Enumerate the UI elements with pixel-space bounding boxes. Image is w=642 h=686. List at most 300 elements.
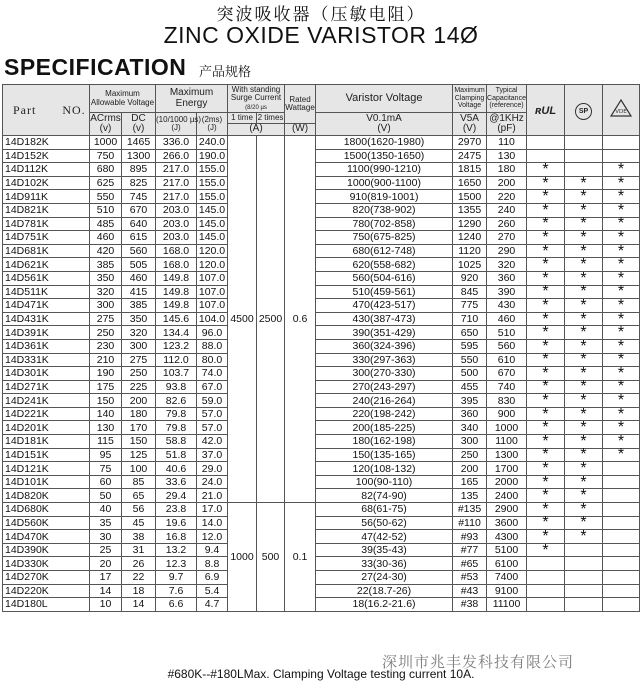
- dc-cell: 250: [122, 367, 156, 381]
- varistor-voltage-cell: 220(198-242): [316, 407, 453, 421]
- specification-heading: SPECIFICATION: [4, 54, 187, 80]
- varistor-voltage-cell: 47(42-52): [316, 530, 453, 544]
- clamping-voltage-cell: 550: [453, 353, 487, 367]
- capacitance-cell: 830: [487, 394, 527, 408]
- energy-10-1000-cell: 93.8: [156, 380, 197, 394]
- varistor-voltage-cell: 82(74-90): [316, 489, 453, 503]
- acrms-cell: 460: [90, 231, 122, 245]
- acrms-cell: 130: [90, 421, 122, 435]
- vde-mark-cell: *: [603, 326, 640, 340]
- csa-logo-icon: SP: [575, 103, 592, 120]
- energy-2ms-cell: 9.4: [197, 543, 228, 557]
- ul-mark-cell: [527, 598, 565, 612]
- ul-mark-cell: *: [527, 503, 565, 517]
- dc-cell: 45: [122, 516, 156, 530]
- vde-mark-cell: *: [603, 421, 640, 435]
- energy-2ms-cell: 107.0: [197, 285, 228, 299]
- header-dc: DC (v): [122, 113, 156, 136]
- ul-mark-cell: *: [527, 448, 565, 462]
- vde-logo-icon: [610, 99, 632, 117]
- vde-mark-cell: [603, 557, 640, 571]
- csa-mark-cell: *: [565, 462, 603, 476]
- capacitance-cell: 270: [487, 231, 527, 245]
- csa-mark-cell: *: [565, 516, 603, 530]
- energy-10-1000-cell: 23.8: [156, 503, 197, 517]
- csa-mark-cell: *: [565, 299, 603, 313]
- energy-10-1000-cell: 149.8: [156, 285, 197, 299]
- part-number-cell: 14D101K: [3, 475, 90, 489]
- header-ul-mark: [527, 85, 565, 136]
- acrms-cell: 50: [90, 489, 122, 503]
- ul-mark-cell: *: [527, 475, 565, 489]
- part-number-cell: 14D471K: [3, 299, 90, 313]
- csa-mark-cell: *: [565, 190, 603, 204]
- dc-cell: 350: [122, 312, 156, 326]
- ul-mark-cell: *: [527, 299, 565, 313]
- energy-10-1000-cell: 203.0: [156, 203, 197, 217]
- varistor-voltage-cell: 1100(990-1210): [316, 163, 453, 177]
- csa-mark-cell: *: [565, 407, 603, 421]
- ul-mark-cell: [527, 557, 565, 571]
- ul-logo-icon: ʀUL: [534, 104, 557, 117]
- energy-2ms-cell: 120.0: [197, 244, 228, 258]
- capacitance-cell: 1700: [487, 462, 527, 476]
- vde-mark-cell: [603, 530, 640, 544]
- acrms-cell: 17: [90, 571, 122, 585]
- energy-2ms-cell: 107.0: [197, 299, 228, 313]
- energy-2ms-cell: 8.8: [197, 557, 228, 571]
- energy-10-1000-cell: 217.0: [156, 176, 197, 190]
- header-part-no: [3, 85, 90, 136]
- part-number-cell: 14D221K: [3, 407, 90, 421]
- acrms-cell: 35: [90, 516, 122, 530]
- csa-mark-cell: *: [565, 394, 603, 408]
- csa-mark-cell: *: [565, 231, 603, 245]
- energy-2ms-cell: 24.0: [197, 475, 228, 489]
- specification-table: [2, 84, 640, 612]
- acrms-cell: 210: [90, 353, 122, 367]
- group-wattage-cell: 0.1: [285, 503, 316, 612]
- header-surge-label: With standing Surge Current: [230, 84, 282, 103]
- varistor-voltage-cell: 470(423-517): [316, 299, 453, 313]
- part-number-cell: 14D201K: [3, 421, 90, 435]
- energy-2ms-cell: 12.0: [197, 530, 228, 544]
- clamping-voltage-cell: 1240: [453, 231, 487, 245]
- energy-2ms-cell: 5.4: [197, 584, 228, 598]
- capacitance-cell: 560: [487, 339, 527, 353]
- header-surge-unit: (A): [228, 124, 285, 136]
- energy-2ms-cell: 104.0: [197, 312, 228, 326]
- dc-cell: 825: [122, 176, 156, 190]
- part-number-cell: 14D820K: [3, 489, 90, 503]
- acrms-cell: 680: [90, 163, 122, 177]
- csa-mark-cell: [565, 557, 603, 571]
- csa-mark-cell: *: [565, 326, 603, 340]
- ul-mark-cell: *: [527, 530, 565, 544]
- ul-mark-cell: *: [527, 258, 565, 272]
- part-number-cell: 14D241K: [3, 394, 90, 408]
- acrms-cell: 30: [90, 530, 122, 544]
- part-number-cell: 14D911K: [3, 190, 90, 204]
- csa-mark-cell: *: [565, 312, 603, 326]
- dc-cell: 125: [122, 448, 156, 462]
- ul-mark-cell: *: [527, 339, 565, 353]
- group-one-time-cell: 4500: [228, 136, 257, 503]
- acrms-cell: 385: [90, 258, 122, 272]
- ul-mark-cell: *: [527, 462, 565, 476]
- ul-mark-cell: *: [527, 516, 565, 530]
- dc-cell: 1465: [122, 136, 156, 150]
- ul-mark-cell: *: [527, 326, 565, 340]
- vde-mark-cell: *: [603, 339, 640, 353]
- header-v5a: V5A (V): [453, 113, 487, 136]
- acrms-cell: 25: [90, 543, 122, 557]
- varistor-voltage-cell: 33(30-36): [316, 557, 453, 571]
- capacitance-cell: 9100: [487, 584, 527, 598]
- varistor-voltage-cell: 56(50-62): [316, 516, 453, 530]
- energy-10-1000-cell: 123.2: [156, 339, 197, 353]
- acrms-cell: 485: [90, 217, 122, 231]
- capacitance-cell: 200: [487, 176, 527, 190]
- energy-10-1000-cell: 79.8: [156, 421, 197, 435]
- ul-mark-cell: *: [527, 394, 565, 408]
- varistor-voltage-cell: 910(819-1001): [316, 190, 453, 204]
- ul-mark-cell: *: [527, 489, 565, 503]
- energy-10-1000-cell: 82.6: [156, 394, 197, 408]
- varistor-voltage-cell: 430(387-473): [316, 312, 453, 326]
- dc-cell: 615: [122, 231, 156, 245]
- energy-2ms-cell: 21.0: [197, 489, 228, 503]
- varistor-voltage-cell: 360(324-396): [316, 339, 453, 353]
- energy-10-1000-cell: 6.6: [156, 598, 197, 612]
- vde-mark-cell: *: [603, 163, 640, 177]
- group-two-time-cell: 500: [257, 503, 285, 612]
- part-number-cell: 14D152K: [3, 149, 90, 163]
- csa-mark-cell: *: [565, 421, 603, 435]
- acrms-cell: 230: [90, 339, 122, 353]
- energy-2ms-cell: 57.0: [197, 421, 228, 435]
- acrms-cell: 350: [90, 271, 122, 285]
- varistor-voltage-cell: 120(108-132): [316, 462, 453, 476]
- clamping-voltage-cell: 455: [453, 380, 487, 394]
- dc-cell: 18: [122, 584, 156, 598]
- energy-10-1000-cell: 13.2: [156, 543, 197, 557]
- part-number-cell: 14D182K: [3, 136, 90, 150]
- csa-mark-cell: *: [565, 339, 603, 353]
- csa-mark-cell: *: [565, 176, 603, 190]
- clamping-voltage-cell: #110: [453, 516, 487, 530]
- header-acrms: ACrms (v): [90, 112, 121, 134]
- group-wattage-cell: 0.6: [285, 136, 316, 503]
- acrms-cell: 20: [90, 557, 122, 571]
- csa-mark-cell: *: [565, 244, 603, 258]
- acrms-cell: 625: [90, 176, 122, 190]
- energy-10-1000-cell: 203.0: [156, 231, 197, 245]
- clamping-voltage-cell: #43: [453, 584, 487, 598]
- csa-mark-cell: *: [565, 475, 603, 489]
- header-surge-1-time: 1 time: [228, 113, 257, 124]
- dc-cell: 150: [122, 435, 156, 449]
- energy-10-1000-cell: 149.8: [156, 271, 197, 285]
- clamping-voltage-cell: 200: [453, 462, 487, 476]
- ul-mark-cell: *: [527, 543, 565, 557]
- acrms-cell: 750: [90, 149, 122, 163]
- capacitance-cell: 740: [487, 380, 527, 394]
- vde-mark-cell: *: [603, 448, 640, 462]
- vde-mark-cell: *: [603, 380, 640, 394]
- header-varistor-voltage: Varistor Voltage: [316, 85, 453, 113]
- csa-mark-cell: *: [565, 367, 603, 381]
- energy-2ms-cell: 4.7: [197, 598, 228, 612]
- varistor-voltage-cell: 180(162-198): [316, 435, 453, 449]
- varistor-voltage-cell: 240(216-264): [316, 394, 453, 408]
- acrms-cell: 300: [90, 299, 122, 313]
- part-number-cell: 14D270K: [3, 571, 90, 585]
- varistor-voltage-cell: 1800(1620-1980): [316, 136, 453, 150]
- vde-mark-cell: *: [603, 367, 640, 381]
- dc-cell: 14: [122, 598, 156, 612]
- capacitance-cell: 2900: [487, 503, 527, 517]
- varistor-voltage-cell: 510(459-561): [316, 285, 453, 299]
- dc-cell: 26: [122, 557, 156, 571]
- energy-10-1000-cell: 134.4: [156, 326, 197, 340]
- clamping-voltage-cell: 1650: [453, 176, 487, 190]
- ul-mark-cell: *: [527, 312, 565, 326]
- vde-mark-cell: [603, 475, 640, 489]
- part-number-cell: 14D180L: [3, 598, 90, 612]
- energy-10-1000-cell: 51.8: [156, 448, 197, 462]
- clamping-voltage-cell: #53: [453, 571, 487, 585]
- dc-cell: 38: [122, 530, 156, 544]
- energy-10-1000-cell: 145.6: [156, 312, 197, 326]
- energy-2ms-cell: 155.0: [197, 163, 228, 177]
- clamping-voltage-cell: 165: [453, 475, 487, 489]
- energy-2ms-cell: 80.0: [197, 353, 228, 367]
- ul-mark-cell: *: [527, 380, 565, 394]
- vde-mark-cell: *: [603, 407, 640, 421]
- varistor-voltage-cell: 300(270-330): [316, 367, 453, 381]
- csa-mark-cell: [565, 543, 603, 557]
- varistor-voltage-cell: 780(702-858): [316, 217, 453, 231]
- acrms-cell: 115: [90, 435, 122, 449]
- header-max-energy: Maximum Energy: [156, 85, 228, 113]
- csa-mark-cell: [565, 584, 603, 598]
- part-number-cell: 14D681K: [3, 244, 90, 258]
- ul-mark-cell: *: [527, 231, 565, 245]
- dc-cell: 225: [122, 380, 156, 394]
- capacitance-cell: 180: [487, 163, 527, 177]
- header-surge-sub: (8/20 µs: [245, 104, 267, 111]
- clamping-voltage-cell: 395: [453, 394, 487, 408]
- csa-mark-cell: *: [565, 271, 603, 285]
- ul-mark-cell: *: [527, 190, 565, 204]
- clamping-voltage-cell: 775: [453, 299, 487, 313]
- csa-mark-cell: *: [565, 203, 603, 217]
- dc-cell: 170: [122, 421, 156, 435]
- energy-2ms-cell: 145.0: [197, 203, 228, 217]
- header-capacitance: Typical Capacitance (reference): [487, 85, 527, 113]
- ul-mark-cell: [527, 136, 565, 150]
- varistor-voltage-cell: 750(675-825): [316, 231, 453, 245]
- part-number-cell: 14D680K: [3, 503, 90, 517]
- vde-mark-cell: *: [603, 258, 640, 272]
- ul-mark-cell: *: [527, 353, 565, 367]
- dc-cell: 895: [122, 163, 156, 177]
- energy-2ms-cell: 88.0: [197, 339, 228, 353]
- vde-mark-cell: *: [603, 176, 640, 190]
- header-surge-current: [228, 85, 285, 113]
- clamping-voltage-cell: #93: [453, 530, 487, 544]
- header-1khz: @1KHz (pF): [487, 113, 527, 136]
- part-number-cell: 14D102K: [3, 176, 90, 190]
- header-clamping-voltage: Maximum Clamping Voltage: [453, 85, 487, 113]
- energy-10-1000-cell: 217.0: [156, 190, 197, 204]
- vde-mark-cell: [603, 516, 640, 530]
- vde-logo-text: VDE: [615, 108, 627, 115]
- energy-10-1000-cell: 9.7: [156, 571, 197, 585]
- acrms-cell: 60: [90, 475, 122, 489]
- varistor-voltage-cell: 1500(1350-1650): [316, 149, 453, 163]
- varistor-voltage-cell: 620(558-682): [316, 258, 453, 272]
- varistor-voltage-cell: 330(297-363): [316, 353, 453, 367]
- clamping-voltage-cell: #135: [453, 503, 487, 517]
- clamping-voltage-cell: 920: [453, 271, 487, 285]
- capacitance-cell: 240: [487, 203, 527, 217]
- ul-mark-cell: *: [527, 285, 565, 299]
- energy-10-1000-cell: 29.4: [156, 489, 197, 503]
- ul-mark-cell: *: [527, 421, 565, 435]
- csa-mark-cell: *: [565, 435, 603, 449]
- specification-heading-chinese: 产品规格: [199, 65, 252, 80]
- vde-mark-cell: [603, 503, 640, 517]
- capacitance-cell: 290: [487, 244, 527, 258]
- part-number-cell: 14D301K: [3, 367, 90, 381]
- csa-mark-cell: [565, 571, 603, 585]
- energy-2ms-cell: 74.0: [197, 367, 228, 381]
- vde-mark-cell: *: [603, 244, 640, 258]
- table-row: [3, 598, 640, 612]
- energy-2ms-cell: 190.0: [197, 149, 228, 163]
- vde-mark-cell: [603, 584, 640, 598]
- csa-mark-cell: *: [565, 503, 603, 517]
- part-number-cell: 14D511K: [3, 285, 90, 299]
- varistor-voltage-cell: 680(612-748): [316, 244, 453, 258]
- varistor-voltage-cell: 560(504-616): [316, 271, 453, 285]
- acrms-cell: 10: [90, 598, 122, 612]
- group-two-time-cell: 2500: [257, 136, 285, 503]
- ul-mark-cell: *: [527, 217, 565, 231]
- energy-2ms-cell: 155.0: [197, 176, 228, 190]
- csa-mark-cell: *: [565, 217, 603, 231]
- vde-mark-cell: [603, 136, 640, 150]
- table-row: [3, 584, 640, 598]
- varistor-voltage-cell: 150(135-165): [316, 448, 453, 462]
- header-wattage-unit: (W): [285, 124, 316, 136]
- energy-2ms-cell: 67.0: [197, 380, 228, 394]
- acrms-cell: 75: [90, 462, 122, 476]
- acrms-cell: 175: [90, 380, 122, 394]
- part-number-cell: 14D361K: [3, 339, 90, 353]
- energy-2ms-cell: 14.0: [197, 516, 228, 530]
- part-number-cell: 14D621K: [3, 258, 90, 272]
- energy-10-1000-cell: 16.8: [156, 530, 197, 544]
- title-english: ZINC OXIDE VARISTOR 14Ø: [163, 22, 479, 48]
- energy-10-1000-cell: 168.0: [156, 244, 197, 258]
- csa-mark-cell: *: [565, 353, 603, 367]
- capacitance-cell: 110: [487, 136, 527, 150]
- clamping-voltage-cell: 1355: [453, 203, 487, 217]
- acrms-cell: 510: [90, 203, 122, 217]
- capacitance-cell: 1300: [487, 448, 527, 462]
- csa-mark-cell: *: [565, 489, 603, 503]
- acrms-cell: 40: [90, 503, 122, 517]
- acrms-cell: 275: [90, 312, 122, 326]
- energy-2ms-cell: 42.0: [197, 435, 228, 449]
- capacitance-cell: 6100: [487, 557, 527, 571]
- energy-2ms-cell: 59.0: [197, 394, 228, 408]
- csa-mark-cell: [565, 136, 603, 150]
- energy-10-1000-cell: 112.0: [156, 353, 197, 367]
- ul-mark-cell: *: [527, 176, 565, 190]
- energy-2ms-cell: 17.0: [197, 503, 228, 517]
- clamping-voltage-cell: 1290: [453, 217, 487, 231]
- energy-10-1000-cell: 217.0: [156, 163, 197, 177]
- energy-10-1000-cell: 79.8: [156, 407, 197, 421]
- clamping-voltage-cell: 2475: [453, 149, 487, 163]
- energy-2ms-cell: 240.0: [197, 136, 228, 150]
- csa-mark-cell: *: [565, 285, 603, 299]
- acrms-cell: 550: [90, 190, 122, 204]
- ul-mark-cell: *: [527, 435, 565, 449]
- energy-10-1000-cell: 33.6: [156, 475, 197, 489]
- vde-mark-cell: *: [603, 353, 640, 367]
- part-number-cell: 14D821K: [3, 203, 90, 217]
- header-v01ma: V0.1mA (V): [316, 113, 453, 136]
- energy-10-1000-cell: 40.6: [156, 462, 197, 476]
- part-number-cell: 14D112K: [3, 163, 90, 177]
- clamping-voltage-cell: 1025: [453, 258, 487, 272]
- vde-mark-cell: *: [603, 190, 640, 204]
- dc-cell: 415: [122, 285, 156, 299]
- varistor-voltage-cell: 390(351-429): [316, 326, 453, 340]
- dc-cell: 56: [122, 503, 156, 517]
- vde-mark-cell: [603, 598, 640, 612]
- csa-mark-cell: [565, 149, 603, 163]
- part-number-cell: 14D390K: [3, 543, 90, 557]
- energy-10-1000-cell: 266.0: [156, 149, 197, 163]
- ul-mark-cell: *: [527, 367, 565, 381]
- part-number-cell: 14D331K: [3, 353, 90, 367]
- acrms-cell: 95: [90, 448, 122, 462]
- energy-10-1000-cell: 203.0: [156, 217, 197, 231]
- csa-mark-cell: *: [565, 258, 603, 272]
- energy-10-1000-cell: 7.6: [156, 584, 197, 598]
- energy-10-1000-cell: 19.6: [156, 516, 197, 530]
- dc-cell: 180: [122, 407, 156, 421]
- energy-10-1000-cell: 12.3: [156, 557, 197, 571]
- dc-cell: 300: [122, 339, 156, 353]
- capacitance-cell: 460: [487, 312, 527, 326]
- clamping-voltage-cell: 1500: [453, 190, 487, 204]
- header-rated-wattage: Rated Wattage: [285, 85, 316, 124]
- clamping-voltage-cell: 300: [453, 435, 487, 449]
- header-part: Part: [13, 102, 37, 117]
- part-number-cell: 14D271K: [3, 380, 90, 394]
- capacitance-cell: 260: [487, 217, 527, 231]
- dc-cell: 460: [122, 271, 156, 285]
- energy-2ms-cell: 120.0: [197, 258, 228, 272]
- capacitance-cell: 900: [487, 407, 527, 421]
